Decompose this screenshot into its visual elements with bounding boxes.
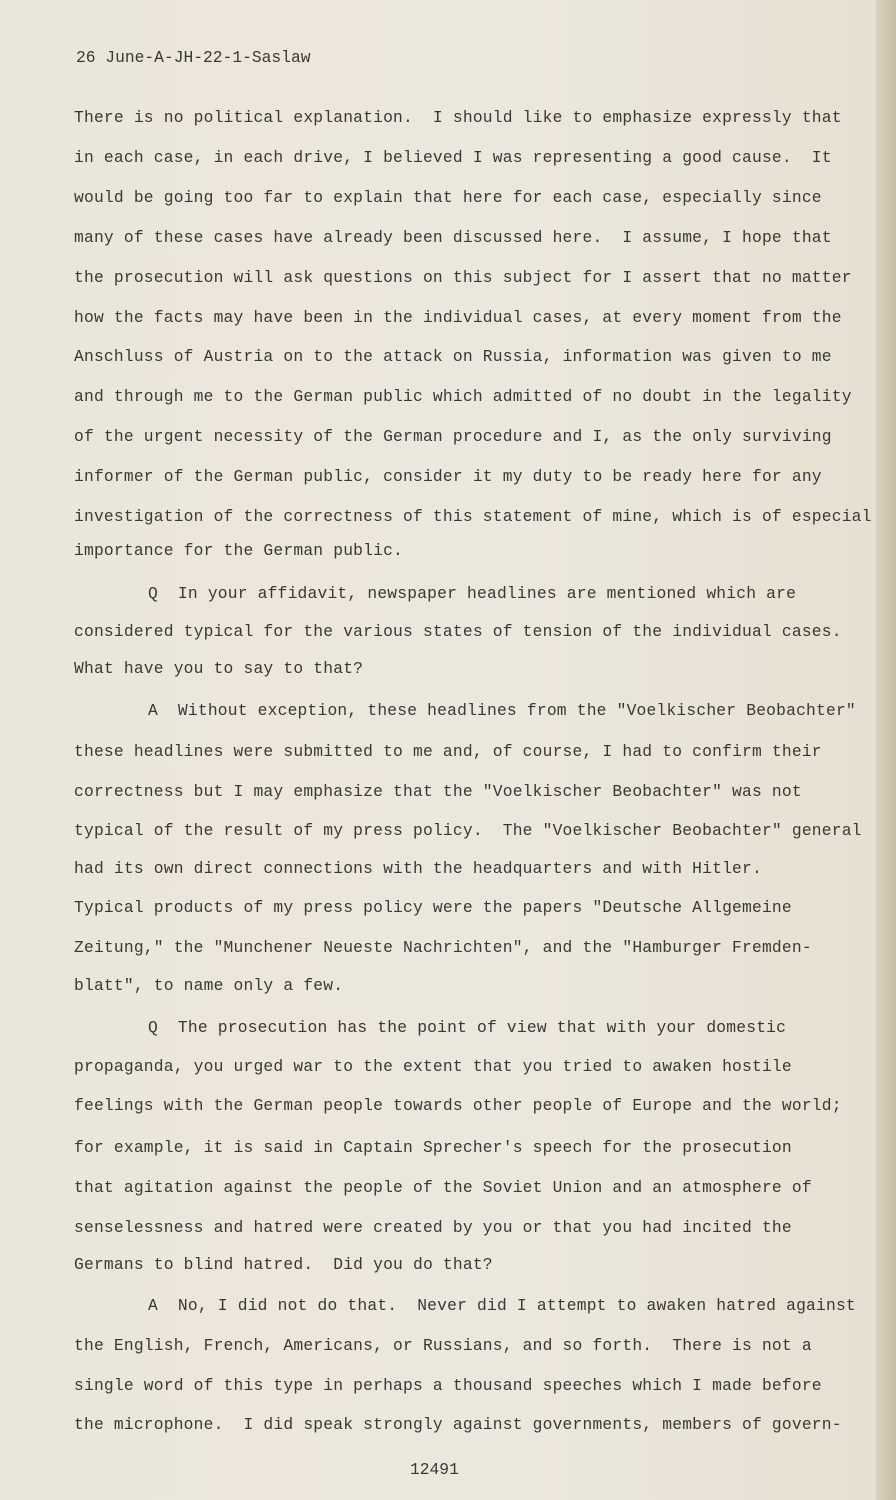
text-line: propaganda, you urged war to the extent that you tried to awaken hostile: [74, 1057, 792, 1076]
text-line: for example, it is said in Captain Sprecher's speech for the prosecution: [74, 1138, 792, 1157]
text-line: considered typical for the various states of tension of the individual cases.: [74, 622, 842, 641]
text-line: typical of the result of my press policy. The "Voelkischer Beobachter" general: [74, 821, 862, 840]
text-line: Q The prosecution has the point of view that with your domestic: [148, 1018, 787, 1037]
text-line: importance for the German public.: [74, 541, 404, 560]
text-line: the English, French, Americans, or Russians, and so forth. There is not a: [74, 1336, 812, 1355]
text-line: informer of the German public, consider it my duty to be ready here for any: [74, 467, 822, 486]
text-line: feelings with the German people towards other people of Europe and the world;: [74, 1096, 842, 1115]
text-line: senselessness and hatred were created by you or that you had incited the: [74, 1218, 792, 1237]
text-line: single word of this type in perhaps a thousand speeches which I made before: [74, 1376, 822, 1395]
page-header: 26 June-A-JH-22-1-Saslaw: [76, 48, 311, 67]
text-line: A No, I did not do that. Never did I attempt to awaken hatred against: [148, 1296, 856, 1315]
text-line: A Without exception, these headlines from the "Voelkischer Beobachter": [148, 701, 856, 720]
text-line: the prosecution will ask questions on this subject for I assert that no matter: [74, 268, 852, 287]
text-line: in each case, in each drive, I believed I was representing a good cause. It: [74, 148, 832, 167]
text-line: blatt", to name only a few.: [74, 976, 344, 995]
text-line: Zeitung," the "Munchener Neueste Nachrichten", and the "Hamburger Fremden-: [74, 938, 812, 957]
text-line: would be going too far to explain that here for each case, especially since: [74, 188, 822, 207]
page-number: 12491: [410, 1460, 459, 1479]
text-line: had its own direct connections with the headquarters and with Hitler.: [74, 859, 762, 878]
text-line: the microphone. I did speak strongly against governments, members of govern-: [74, 1415, 842, 1434]
text-line: these headlines were submitted to me and, of course, I had to confirm their: [74, 742, 822, 761]
text-line: There is no political explanation. I should like to emphasize expressly that: [74, 108, 842, 127]
text-line: Typical products of my press policy were the papers "Deutsche Allgemeine: [74, 898, 792, 917]
text-line: that agitation against the people of the Soviet Union and an atmosphere of: [74, 1178, 812, 1197]
text-line: many of these cases have already been discussed here. I assume, I hope that: [74, 228, 832, 247]
text-line: Anschluss of Austria on to the attack on Russia, information was given to me: [74, 347, 832, 366]
text-line: Germans to blind hatred. Did you do that?: [74, 1255, 493, 1274]
text-line: Q In your affidavit, newspaper headlines are mentioned which are: [148, 584, 797, 603]
paper-edge: [876, 0, 896, 1500]
text-line: What have you to say to that?: [74, 659, 364, 678]
text-line: investigation of the correctness of this statement of mine, which is of especial: [74, 507, 872, 526]
text-line: how the facts may have been in the individual cases, at every moment from the: [74, 308, 842, 327]
text-line: correctness but I may emphasize that the "Voelkischer Beobachter" was not: [74, 782, 802, 801]
text-line: and through me to the German public which admitted of no doubt in the legality: [74, 387, 852, 406]
text-line: of the urgent necessity of the German procedure and I, as the only surviving: [74, 427, 832, 446]
